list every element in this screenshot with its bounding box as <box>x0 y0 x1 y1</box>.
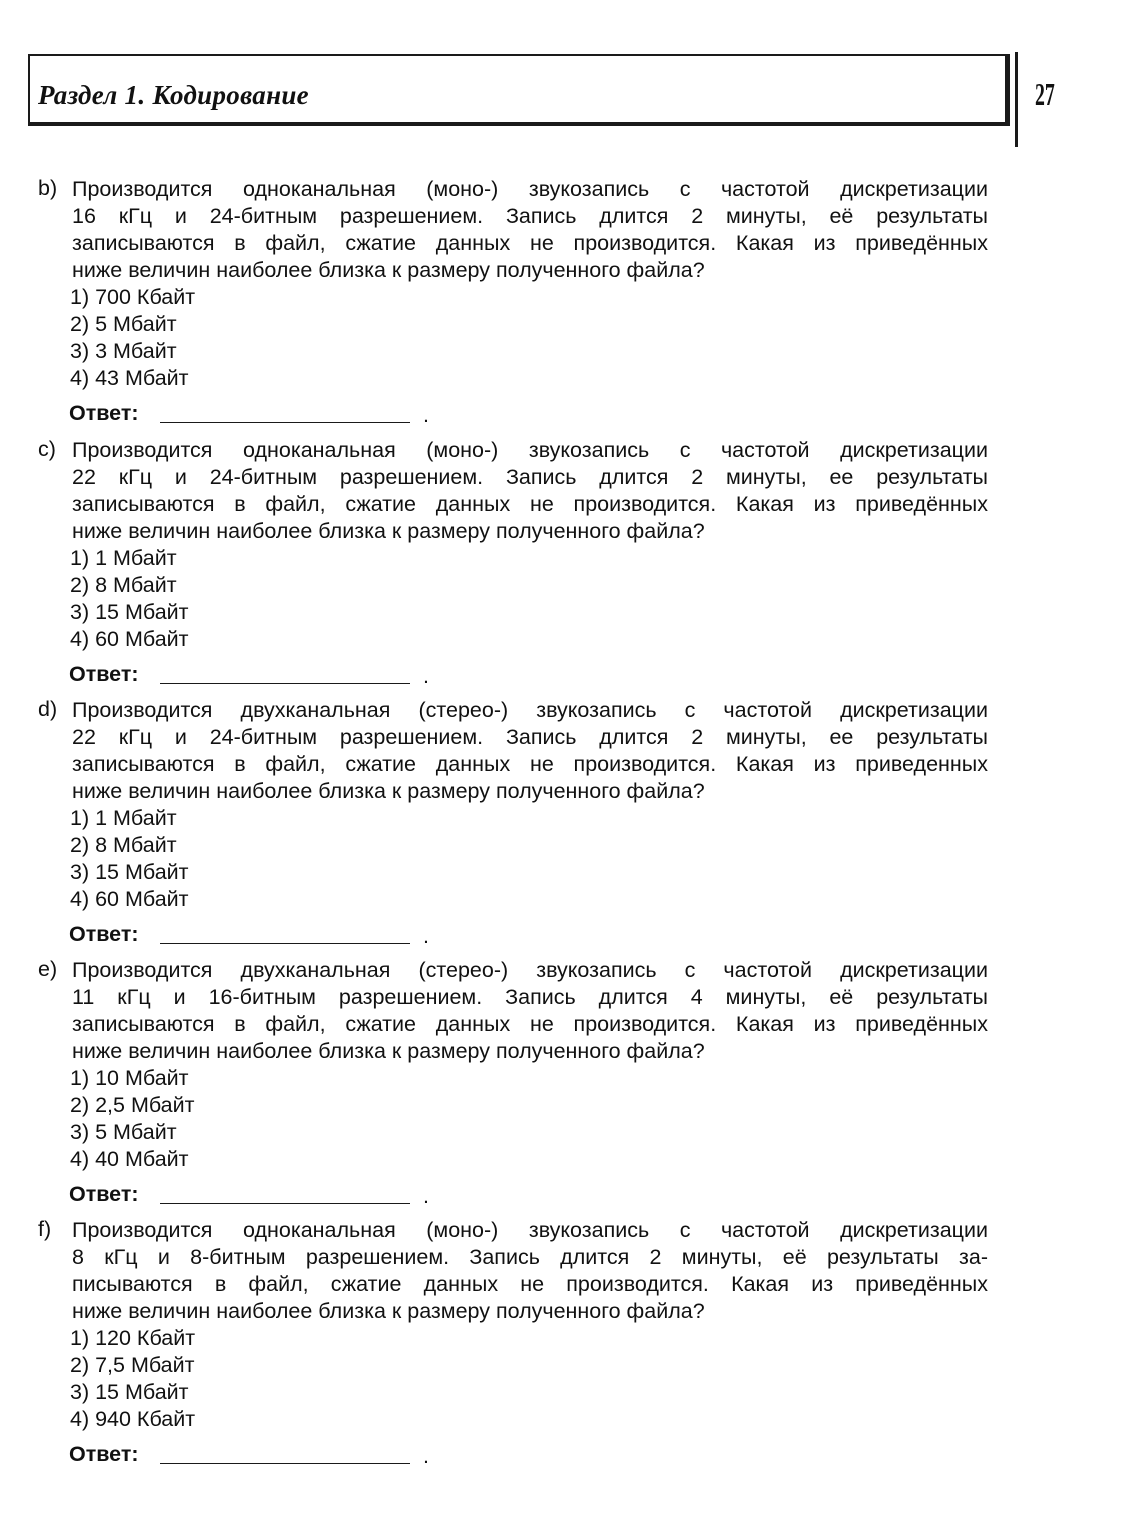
option-3: 3) 15 Мбайт <box>70 860 189 884</box>
question-line: 22 кГц и 24-битным разрешением. Запись длится 2 минуты, ее результаты <box>72 725 988 749</box>
question-line: Производится одноканальная (моно-) звукозапись с частотой дискретизации <box>72 177 988 201</box>
answer-options <box>38 545 988 653</box>
answer-options <box>38 284 988 392</box>
question-line: записываются в файл, сжатие данных не производится. Какая из приведённых <box>72 1012 988 1036</box>
question-line: 16 кГц и 24-битным разрешением. Запись длится 2 минуты, её результаты <box>72 204 988 228</box>
option-4: 4) 60 Мбайт <box>70 627 189 651</box>
question-line: писываются в файл, сжатие данных не производится. Какая из приведённых <box>72 1272 988 1296</box>
option-3: 3) 15 Мбайт <box>70 600 189 624</box>
question-line: ниже величин наиболее близка к размеру полученного файла? <box>72 519 705 543</box>
question-line: 22 кГц и 24-битным разрешением. Запись длится 2 минуты, ее результаты <box>72 465 988 489</box>
option-4: 4) 60 Мбайт <box>70 887 189 911</box>
answer-label: Ответ: <box>69 922 139 946</box>
answer-blank[interactable] <box>160 1463 410 1464</box>
question-letter: b) <box>38 176 58 200</box>
answer-blank[interactable] <box>160 683 410 684</box>
option-2: 2) 8 Мбайт <box>70 573 177 597</box>
question-line: ниже величин наиболее близка к размеру полученного файла? <box>72 779 705 803</box>
option-4: 4) 43 Мбайт <box>70 366 189 390</box>
header-frame-edge <box>1015 52 1018 147</box>
answer-label: Ответ: <box>69 401 139 425</box>
question-text <box>38 697 988 805</box>
question-text <box>38 1217 988 1325</box>
answer-row <box>38 919 988 949</box>
answer-row <box>38 1439 988 1469</box>
question-line: Производится двухканальная (стерео-) звукозапись с частотой дискретизации <box>72 698 988 722</box>
question-letter: c) <box>38 437 56 461</box>
question-letter: f) <box>38 1217 52 1241</box>
answer-label: Ответ: <box>69 662 139 686</box>
option-3: 3) 3 Мбайт <box>70 339 177 363</box>
answer-blank[interactable] <box>160 1203 410 1204</box>
question-d <box>38 697 988 949</box>
question-letter: e) <box>38 957 58 981</box>
question-line: ниже величин наиболее близка к размеру полученного файла? <box>72 1299 705 1323</box>
answer-period: . <box>423 403 429 427</box>
question-letter: d) <box>38 697 58 721</box>
option-1: 1) 120 Кбайт <box>70 1326 196 1350</box>
option-1: 1) 700 Кбайт <box>70 285 196 309</box>
question-line: Производится одноканальная (моно-) звукозапись с частотой дискретизации <box>72 1218 988 1242</box>
answer-options <box>38 1325 988 1433</box>
option-2: 2) 5 Мбайт <box>70 312 177 336</box>
option-4: 4) 940 Кбайт <box>70 1407 196 1431</box>
answer-period: . <box>423 1444 429 1468</box>
option-1: 1) 10 Мбайт <box>70 1066 189 1090</box>
question-text <box>38 957 988 1065</box>
option-1: 1) 1 Мбайт <box>70 546 177 570</box>
question-line: ниже величин наиболее близка к размеру полученного файла? <box>72 1039 705 1063</box>
question-line: записываются в файл, сжатие данных не производится. Какая из приведённых <box>72 492 988 516</box>
section-title: Раздел 1. Кодирование <box>38 80 309 110</box>
page-number: 27 <box>1035 76 1055 112</box>
question-f <box>38 1217 988 1469</box>
question-e <box>38 957 988 1209</box>
question-line: 8 кГц и 8-битным разрешением. Запись длится 2 минуты, её результаты за- <box>72 1245 988 1269</box>
option-1: 1) 1 Мбайт <box>70 806 177 830</box>
question-c <box>38 437 988 689</box>
option-2: 2) 2,5 Мбайт <box>70 1093 195 1117</box>
answer-blank[interactable] <box>160 943 410 944</box>
option-3: 3) 5 Мбайт <box>70 1120 177 1144</box>
question-b <box>38 176 988 428</box>
answer-blank[interactable] <box>160 422 410 423</box>
answer-row <box>38 1179 988 1209</box>
option-2: 2) 7,5 Мбайт <box>70 1353 195 1377</box>
answer-options <box>38 1065 988 1173</box>
answer-label: Ответ: <box>69 1182 139 1206</box>
option-2: 2) 8 Мбайт <box>70 833 177 857</box>
option-4: 4) 40 Мбайт <box>70 1147 189 1171</box>
question-text <box>38 176 988 284</box>
answer-row <box>38 659 988 689</box>
question-text <box>38 437 988 545</box>
question-line: Производится одноканальная (моно-) звукозапись с частотой дискретизации <box>72 438 988 462</box>
answer-period: . <box>423 1184 429 1208</box>
answer-row <box>38 398 988 428</box>
question-line: 11 кГц и 16-битным разрешением. Запись длится 4 минуты, её результаты <box>72 985 988 1009</box>
question-line: Производится двухканальная (стерео-) звукозапись с частотой дискретизации <box>72 958 988 982</box>
question-line: записываются в файл, сжатие данных не производится. Какая из приведенных <box>72 752 988 776</box>
question-line: записываются в файл, сжатие данных не производится. Какая из приведённых <box>72 231 988 255</box>
answer-period: . <box>423 664 429 688</box>
answer-label: Ответ: <box>69 1442 139 1466</box>
option-3: 3) 15 Мбайт <box>70 1380 189 1404</box>
answer-options <box>38 805 988 913</box>
question-line: ниже величин наиболее близка к размеру полученного файла? <box>72 258 705 282</box>
answer-period: . <box>423 924 429 948</box>
